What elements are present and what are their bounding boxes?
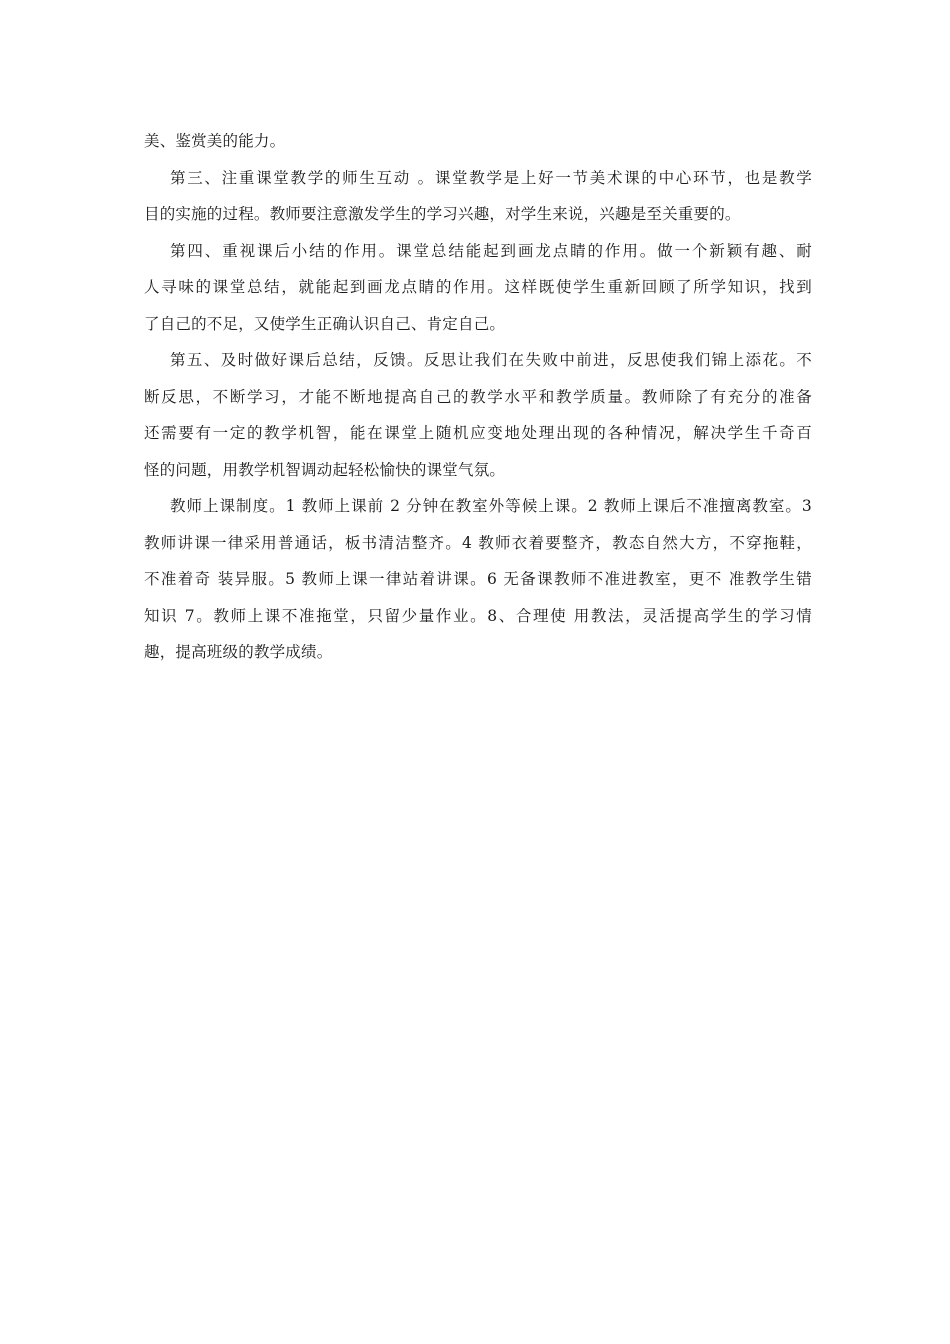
- paragraph-4-line: 人寻味的课堂总结，就能起到画龙点睛的作用。这样既使学生重新回顾了所学知识，找到: [144, 278, 812, 296]
- paragraph-5-line: 第五、及时做好课后总结，反馈。反思让我们在失败中前进，反思使我们锦上添花。不: [170, 351, 812, 369]
- rules-paragraph-line: 知识 7。教师上课不准拖堂，只留少量作业。8、合理使 用教法，灵活提高学生的学习情: [144, 606, 812, 625]
- document-body: [144, 123, 812, 671]
- rules-paragraph-line: 教师上课制度。1 教师上课前 2 分钟在教室外等候上课。2 教师上课后不准擅离教室。3: [170, 497, 812, 515]
- paragraph-3-line: 第三、注重课堂教学的师生互动 。课堂教学是上好一节美术课的中心环节，也是教学: [170, 168, 812, 187]
- paragraph-3-line: 目的实施的过程。教师要注意激发学生的学习兴趣，对学生来说，兴趣是至关重要的。: [144, 205, 741, 223]
- paragraph-4-line: 第四、重视课后小结的作用。课堂总结能起到画龙点睛的作用。做一个新颖有趣、耐: [170, 241, 812, 260]
- paragraph-5-line: 还需要有一定的教学机智，能在课堂上随机应变地处理出现的各种情况，解决学生千奇百: [144, 424, 812, 442]
- rules-paragraph-line: 趣，提高班级的教学成绩。: [144, 643, 333, 661]
- rules-paragraph-line: 不准着奇 装异服。5 教师上课一律站着讲课。6 无备课教师不准进教室，更不 准教学生错: [144, 570, 812, 588]
- paragraph-5-line: 怪的问题，用教学机智调动起轻松愉快的课堂气氛。: [144, 460, 506, 479]
- rules-paragraph-line: 教师讲课一律采用普通话，板书清洁整齐。4 教师衣着要整齐，教态自然大方，不穿拖鞋，: [144, 533, 812, 552]
- paragraph-4-line: 了自己的不足，又使学生正确认识自己、肯定自己。: [144, 314, 506, 333]
- text-line: 美、鉴赏美的能力。: [144, 132, 286, 150]
- paragraph-5-line: 断反思，不断学习，才能不断地提高自己的教学水平和教学质量。教师除了有充分的准备: [144, 387, 812, 406]
